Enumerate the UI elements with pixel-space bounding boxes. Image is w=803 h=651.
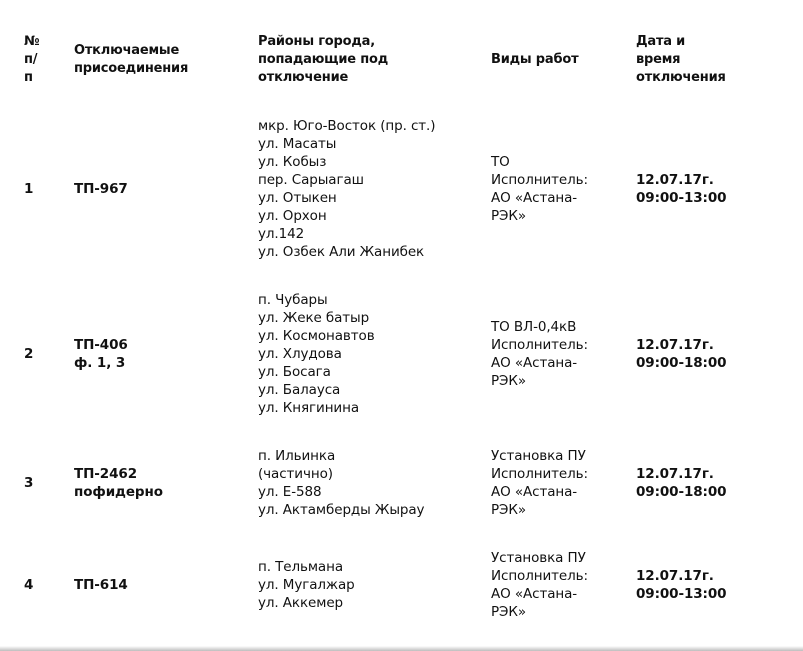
row-districts: п. Чубары ул. Жеке батыр ул. Космонавтов ул. Хлудова ул. Босага ул. Балауса ул. Княгинина <box>258 292 375 416</box>
header-districts: Районы города, попадающие под отключение <box>258 34 389 85</box>
row-datetime: 12.07.17г. 09:00-18:00 <box>636 337 727 371</box>
header-number: № п/ п <box>24 34 40 85</box>
row-connection: ТП-614 <box>74 577 128 593</box>
row-work-type: ТО Исполнитель: АО «Астана- РЭК» <box>491 154 588 224</box>
row-districts: п. Ильинка (частично) ул. Е-588 ул. Актамберды Жырау <box>258 448 425 518</box>
row-connection: ТП-967 <box>74 181 128 197</box>
row-work-type: Установка ПУ Исполнитель: АО «Астана- РЭК» <box>491 448 588 518</box>
row-number: 1 <box>24 181 34 197</box>
row-work-type: ТО ВЛ-0,4кВ Исполнитель: АО «Астана- РЭК» <box>491 319 588 389</box>
row-districts: п. Тельмана ул. Мугалжар ул. Аккемер <box>258 559 355 611</box>
header-work-type: Виды работ <box>491 52 579 67</box>
row-work-type: Установка ПУ Исполнитель: АО «Астана- РЭК» <box>491 550 588 620</box>
row-datetime: 12.07.17г. 09:00-18:00 <box>636 466 727 500</box>
row-number: 3 <box>24 475 34 491</box>
row-connection: ТП-2462 пофидерно <box>74 466 163 500</box>
row-number: 4 <box>24 577 34 593</box>
row-datetime: 12.07.17г. 09:00-13:00 <box>636 172 727 206</box>
header-datetime: Дата и время отключения <box>636 34 726 85</box>
row-connection: ТП-406 ф. 1, 3 <box>74 337 128 371</box>
row-districts: мкр. Юго-Восток (пр. ст.) ул. Масаты ул. Кобыз пер. Сарыагаш ул. Отыкен ул. Орхон ул.142 ул. Озбек Али Жанибек <box>258 118 436 260</box>
header-connection: Отключаемые присоединения <box>74 43 189 76</box>
row-number: 2 <box>24 346 34 362</box>
row-datetime: 12.07.17г. 09:00-13:00 <box>636 568 727 602</box>
page-bottom-edge <box>0 646 803 651</box>
